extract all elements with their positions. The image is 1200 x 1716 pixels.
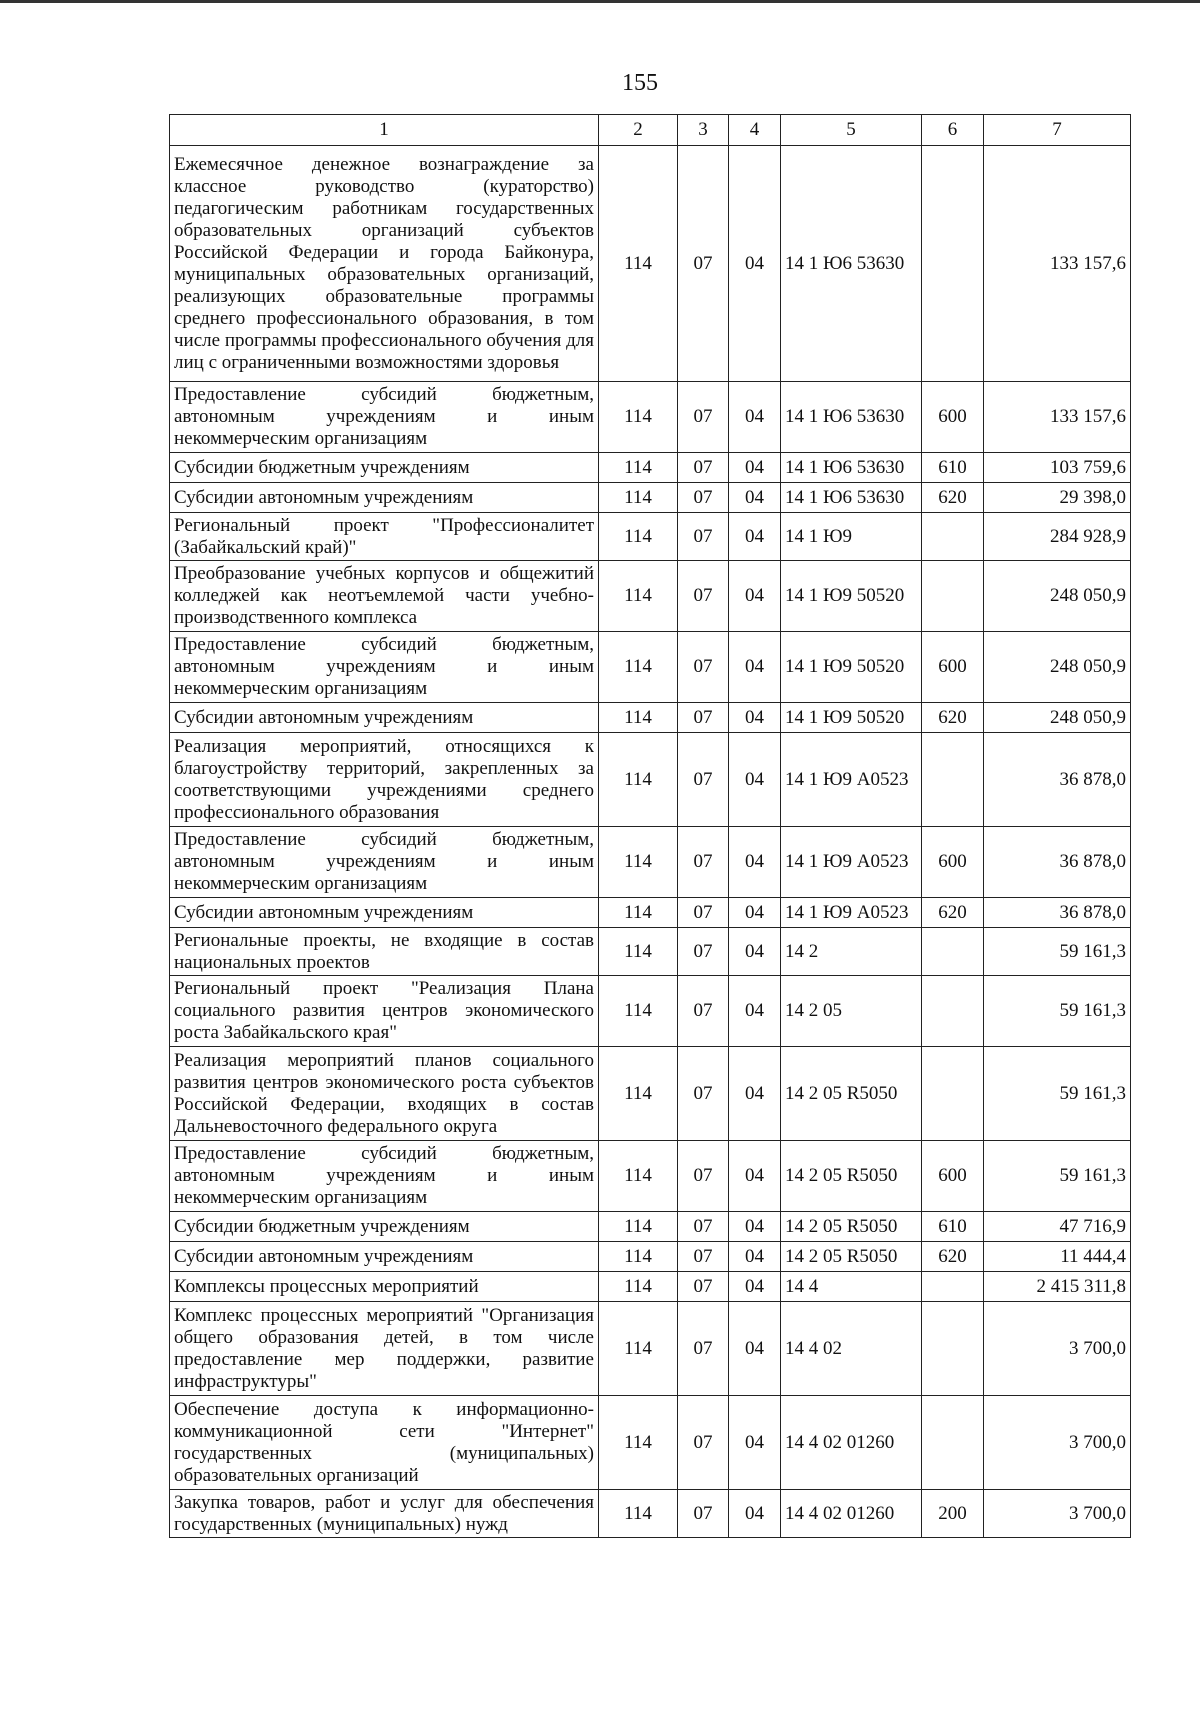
row-name: Комплексы процессных мероприятий [170,1272,599,1302]
cell-subsection: 04 [729,1490,781,1538]
cell-target-article: 14 4 02 [781,1302,922,1396]
cell-ministry: 114 [599,513,678,561]
cell-section: 07 [678,733,729,827]
cell-amount: 133 157,6 [984,146,1131,382]
table-body [170,115,1131,1538]
table-row [170,733,1131,827]
cell-amount: 36 878,0 [984,827,1131,898]
cell-ministry: 114 [599,1490,678,1538]
cell-section: 07 [678,632,729,703]
cell-target-article: 14 1 Ю9 А0523 [781,733,922,827]
cell-target-article: 14 1 Ю6 53630 [781,483,922,513]
cell-ministry: 114 [599,1212,678,1242]
cell-subsection: 04 [729,483,781,513]
cell-section: 07 [678,703,729,733]
cell-subsection: 04 [729,898,781,928]
cell-amount: 248 050,9 [984,703,1131,733]
page-number: 155 [622,70,658,96]
cell-amount: 59 161,3 [984,1047,1131,1141]
cell-target-article: 14 1 Ю9 50520 [781,703,922,733]
cell-expense-type [922,976,984,1047]
row-name: Ежемесячное денежное вознаграждение за классное руководство (кураторство) педагогическим работникам государственных образовательных организаций субъектов Российской Федерации и города Байконура, муниципальных образовательных организаций, реализующих образовательные программы среднего профессионального образования, в том числе программы профессионального обучения для лиц с ограниченными возможностями здоровья [170,146,599,382]
cell-expense-type: 610 [922,453,984,483]
cell-subsection: 04 [729,513,781,561]
row-name: Предоставление субсидий бюджетным, автономным учреждениям и иным некоммерческим организациям [170,382,599,453]
cell-subsection: 04 [729,1141,781,1212]
cell-subsection: 04 [729,976,781,1047]
row-name: Субсидии автономным учреждениям [170,703,599,733]
row-name: Обеспечение доступа к информационно-коммуникационной сети "Интернет" государственных (муниципальных) образовательных организаций [170,1396,599,1490]
cell-ministry: 114 [599,1141,678,1212]
row-name: Закупка товаров, работ и услуг для обеспечения государственных (муниципальных) нужд [170,1490,599,1538]
cell-ministry: 114 [599,1396,678,1490]
top-border-line [0,0,1200,3]
cell-subsection: 04 [729,632,781,703]
cell-section: 07 [678,1396,729,1490]
cell-ministry: 114 [599,483,678,513]
cell-ministry: 114 [599,146,678,382]
cell-subsection: 04 [729,1302,781,1396]
cell-amount: 3 700,0 [984,1490,1131,1538]
table-row [170,1396,1131,1490]
cell-amount: 29 398,0 [984,483,1131,513]
cell-expense-type: 600 [922,632,984,703]
cell-section: 07 [678,976,729,1047]
cell-amount: 36 878,0 [984,733,1131,827]
row-name: Реализация мероприятий, относящихся к благоустройству территорий, закрепленных за соответствующими учреждениями среднего профессионального образования [170,733,599,827]
cell-section: 07 [678,1212,729,1242]
cell-target-article: 14 1 Ю9 50520 [781,632,922,703]
column-header: 3 [678,115,729,146]
row-name: Региональный проект "Профессионалитет (Забайкальский край)" [170,513,599,561]
cell-target-article: 14 1 Ю9 [781,513,922,561]
cell-ministry: 114 [599,827,678,898]
cell-subsection: 04 [729,703,781,733]
row-name: Региональный проект "Реализация Плана социального развития центров экономического роста Забайкальского края" [170,976,599,1047]
cell-section: 07 [678,1490,729,1538]
row-name: Предоставление субсидий бюджетным, автономным учреждениям и иным некоммерческим организациям [170,632,599,703]
cell-subsection: 04 [729,733,781,827]
cell-section: 07 [678,1141,729,1212]
cell-expense-type [922,733,984,827]
cell-subsection: 04 [729,827,781,898]
cell-expense-type [922,513,984,561]
cell-expense-type: 610 [922,1212,984,1242]
cell-ministry: 114 [599,733,678,827]
cell-ministry: 114 [599,561,678,632]
cell-expense-type: 620 [922,483,984,513]
table-row [170,703,1131,733]
cell-expense-type [922,1396,984,1490]
cell-subsection: 04 [729,1242,781,1272]
row-name: Преобразование учебных корпусов и общежитий колледжей как неотъемлемой части учебно-производственного комплекса [170,561,599,632]
cell-amount: 3 700,0 [984,1396,1131,1490]
cell-target-article: 14 1 Ю9 А0523 [781,898,922,928]
table-row [170,513,1131,561]
cell-section: 07 [678,1272,729,1302]
cell-target-article: 14 2 05 R5050 [781,1242,922,1272]
cell-amount: 36 878,0 [984,898,1131,928]
column-header: 4 [729,115,781,146]
cell-amount: 59 161,3 [984,976,1131,1047]
cell-expense-type: 600 [922,382,984,453]
cell-expense-type: 620 [922,703,984,733]
cell-section: 07 [678,513,729,561]
cell-expense-type [922,1047,984,1141]
table-row [170,483,1131,513]
cell-target-article: 14 2 05 [781,976,922,1047]
row-name: Комплекс процессных мероприятий "Организация общего образования детей, в том числе предоставление мер поддержки, развитие инфраструктуры" [170,1302,599,1396]
table-row [170,453,1131,483]
table-row [170,382,1131,453]
cell-target-article: 14 1 Ю6 53630 [781,453,922,483]
cell-section: 07 [678,561,729,632]
table-row [170,898,1131,928]
cell-ministry: 114 [599,382,678,453]
column-header: 5 [781,115,922,146]
cell-subsection: 04 [729,561,781,632]
row-name: Субсидии бюджетным учреждениям [170,1212,599,1242]
cell-expense-type: 620 [922,1242,984,1272]
cell-ministry: 114 [599,1047,678,1141]
cell-ministry: 114 [599,976,678,1047]
table-row [170,561,1131,632]
cell-target-article: 14 2 05 R5050 [781,1212,922,1242]
table-row [170,1047,1131,1141]
cell-ministry: 114 [599,453,678,483]
table-row [170,1141,1131,1212]
row-name: Субсидии бюджетным учреждениям [170,453,599,483]
cell-subsection: 04 [729,1047,781,1141]
cell-expense-type: 200 [922,1490,984,1538]
cell-subsection: 04 [729,1396,781,1490]
row-name: Субсидии автономным учреждениям [170,898,599,928]
cell-expense-type [922,561,984,632]
cell-expense-type: 600 [922,827,984,898]
row-name: Субсидии автономным учреждениям [170,1242,599,1272]
cell-subsection: 04 [729,1272,781,1302]
cell-target-article: 14 2 [781,928,922,976]
row-name: Региональные проекты, не входящие в состав национальных проектов [170,928,599,976]
row-name: Реализация мероприятий планов социального развития центров экономического роста субъектов Российской Федерации, входящих в состав Дальневосточного федерального округа [170,1047,599,1141]
cell-amount: 3 700,0 [984,1302,1131,1396]
cell-amount: 103 759,6 [984,453,1131,483]
table-row [170,146,1131,382]
table-row [170,928,1131,976]
cell-target-article: 14 1 Ю6 53630 [781,146,922,382]
cell-target-article: 14 4 02 01260 [781,1396,922,1490]
cell-ministry: 114 [599,632,678,703]
cell-section: 07 [678,1242,729,1272]
cell-amount: 59 161,3 [984,928,1131,976]
cell-section: 07 [678,382,729,453]
table-row [170,827,1131,898]
cell-target-article: 14 1 Ю6 53630 [781,382,922,453]
cell-expense-type [922,1302,984,1396]
cell-ministry: 114 [599,703,678,733]
cell-amount: 248 050,9 [984,632,1131,703]
cell-subsection: 04 [729,1212,781,1242]
cell-section: 07 [678,1047,729,1141]
cell-subsection: 04 [729,928,781,976]
cell-target-article: 14 1 Ю9 50520 [781,561,922,632]
cell-amount: 248 050,9 [984,561,1131,632]
cell-amount: 2 415 311,8 [984,1272,1131,1302]
cell-section: 07 [678,453,729,483]
table-row [170,1490,1131,1538]
cell-ministry: 114 [599,1242,678,1272]
cell-section: 07 [678,898,729,928]
budget-table [169,114,1131,1538]
table-row [170,632,1131,703]
cell-section: 07 [678,1302,729,1396]
cell-target-article: 14 4 02 01260 [781,1490,922,1538]
cell-ministry: 114 [599,1272,678,1302]
cell-target-article: 14 2 05 R5050 [781,1047,922,1141]
cell-ministry: 114 [599,928,678,976]
row-name: Предоставление субсидий бюджетным, автономным учреждениям и иным некоммерческим организациям [170,1141,599,1212]
cell-target-article: 14 2 05 R5050 [781,1141,922,1212]
cell-target-article: 14 4 [781,1272,922,1302]
column-header: 7 [984,115,1131,146]
cell-target-article: 14 1 Ю9 А0523 [781,827,922,898]
cell-amount: 133 157,6 [984,382,1131,453]
table-row [170,1302,1131,1396]
cell-expense-type: 600 [922,1141,984,1212]
cell-ministry: 114 [599,1302,678,1396]
header-row [170,115,1131,146]
cell-expense-type: 620 [922,898,984,928]
table-row [170,1272,1131,1302]
row-name: Субсидии автономным учреждениям [170,483,599,513]
table-row [170,976,1131,1047]
cell-subsection: 04 [729,382,781,453]
row-name: Предоставление субсидий бюджетным, автономным учреждениям и иным некоммерческим организациям [170,827,599,898]
cell-expense-type [922,928,984,976]
cell-expense-type [922,146,984,382]
cell-amount: 11 444,4 [984,1242,1131,1272]
column-header: 2 [599,115,678,146]
cell-expense-type [922,1272,984,1302]
cell-section: 07 [678,827,729,898]
cell-amount: 47 716,9 [984,1212,1131,1242]
cell-subsection: 04 [729,453,781,483]
cell-ministry: 114 [599,898,678,928]
cell-section: 07 [678,146,729,382]
cell-section: 07 [678,928,729,976]
cell-amount: 284 928,9 [984,513,1131,561]
table-row [170,1242,1131,1272]
cell-section: 07 [678,483,729,513]
column-header: 6 [922,115,984,146]
table-row [170,1212,1131,1242]
cell-amount: 59 161,3 [984,1141,1131,1212]
cell-subsection: 04 [729,146,781,382]
column-header: 1 [170,115,599,146]
